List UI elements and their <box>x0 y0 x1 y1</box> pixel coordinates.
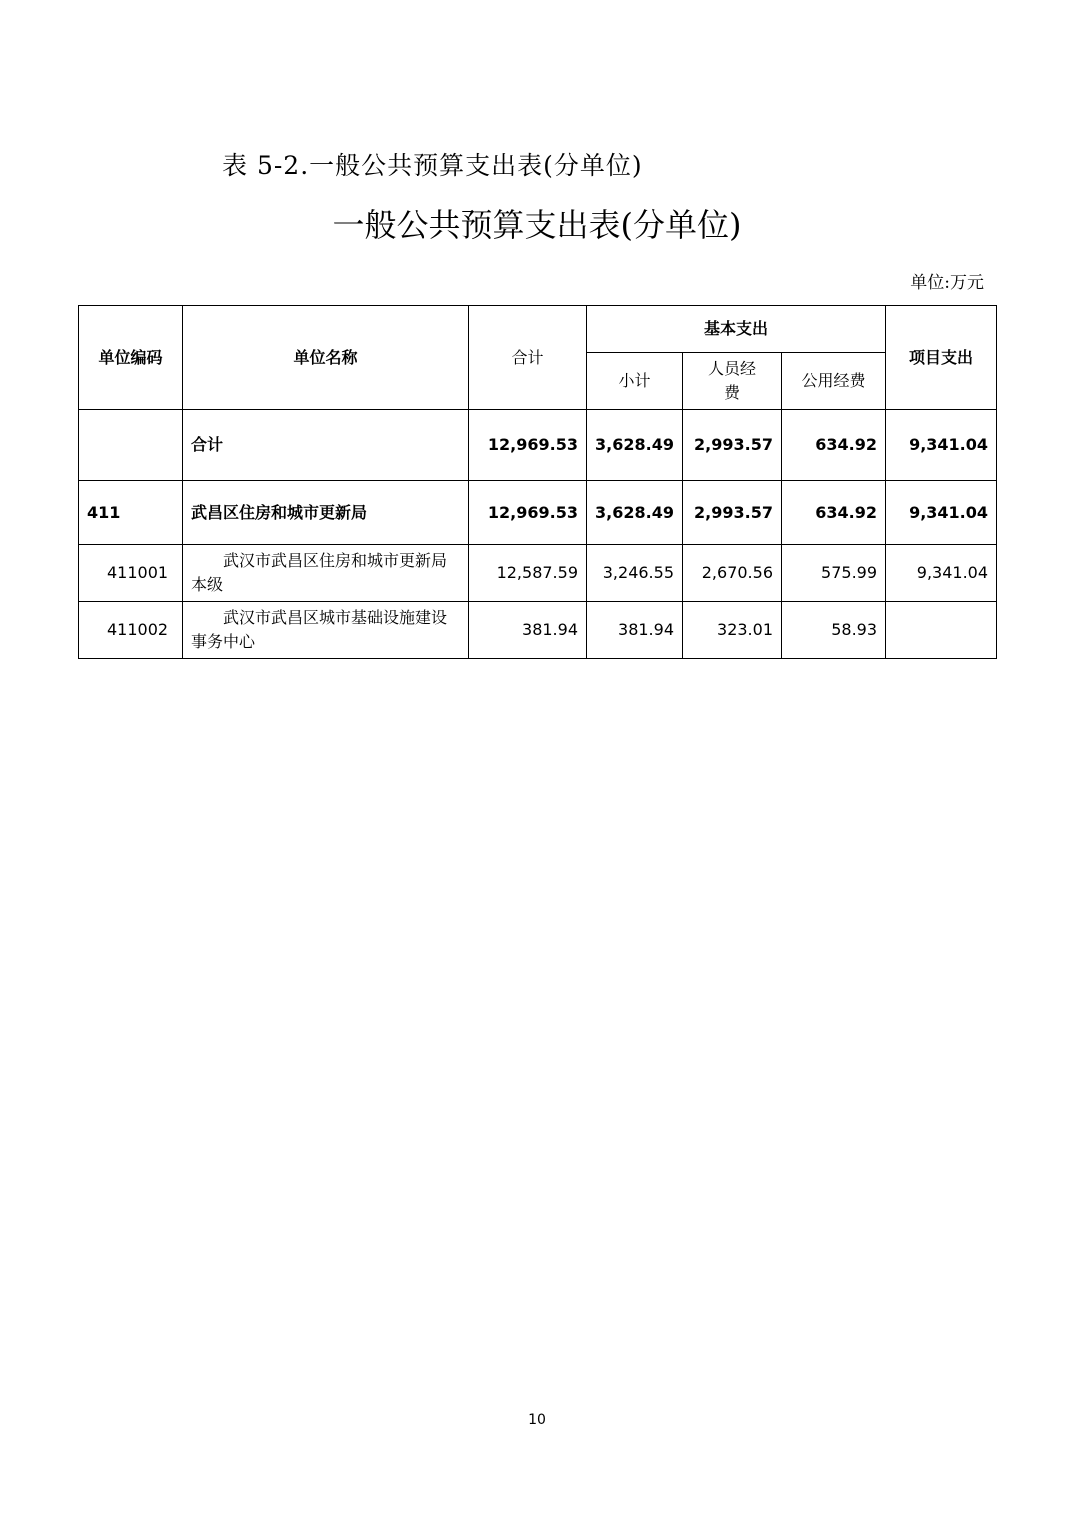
cell-subtotal: 381.94 <box>587 602 683 659</box>
cell-personnel: 2,670.56 <box>683 545 782 602</box>
cell-personnel: 2,993.57 <box>683 410 782 481</box>
cell-code: 411002 <box>79 602 183 659</box>
cell-public: 58.93 <box>782 602 886 659</box>
table-row <box>79 545 997 602</box>
cell-code <box>79 410 183 481</box>
cell-code: 411001 <box>79 545 183 602</box>
cell-personnel: 2,993.57 <box>683 481 782 545</box>
header-project-expenditure: 项目支出 <box>886 306 997 410</box>
table-caption: 表 5-2.一般公共预算支出表(分单位) <box>222 151 643 180</box>
header-subtotal: 小计 <box>587 353 683 410</box>
unit-note: 单位:万元 <box>910 273 984 293</box>
budget-table <box>78 305 997 659</box>
cell-total: 12,969.53 <box>469 481 587 545</box>
page-title: 一般公共预算支出表(分单位) <box>332 206 742 244</box>
cell-name: 合计 <box>183 410 469 481</box>
cell-public: 575.99 <box>782 545 886 602</box>
cell-project: 9,341.04 <box>886 410 997 481</box>
cell-code: 411 <box>79 481 183 545</box>
page-number: 10 <box>528 1412 546 1428</box>
cell-total: 381.94 <box>469 602 587 659</box>
header-unit-name: 单位名称 <box>183 306 469 410</box>
header-basic-expenditure: 基本支出 <box>587 306 886 353</box>
cell-total: 12,969.53 <box>469 410 587 481</box>
header-total: 合计 <box>469 306 587 410</box>
header-personnel: 人员经费 <box>683 353 782 410</box>
cell-name: 武汉市武昌区住房和城市更新局本级 <box>183 545 469 602</box>
cell-public: 634.92 <box>782 410 886 481</box>
cell-personnel: 323.01 <box>683 602 782 659</box>
table-row <box>79 481 997 545</box>
header-public: 公用经费 <box>782 353 886 410</box>
cell-name: 武汉市武昌区城市基础设施建设事务中心 <box>183 602 469 659</box>
cell-total: 12,587.59 <box>469 545 587 602</box>
cell-project: 9,341.04 <box>886 545 997 602</box>
cell-project: 9,341.04 <box>886 481 997 545</box>
cell-subtotal: 3,628.49 <box>587 410 683 481</box>
cell-project <box>886 602 997 659</box>
header-unit-code: 单位编码 <box>79 306 183 410</box>
table-row <box>79 602 997 659</box>
cell-subtotal: 3,628.49 <box>587 481 683 545</box>
table-row <box>79 410 997 481</box>
cell-name: 武昌区住房和城市更新局 <box>183 481 469 545</box>
cell-public: 634.92 <box>782 481 886 545</box>
cell-subtotal: 3,246.55 <box>587 545 683 602</box>
